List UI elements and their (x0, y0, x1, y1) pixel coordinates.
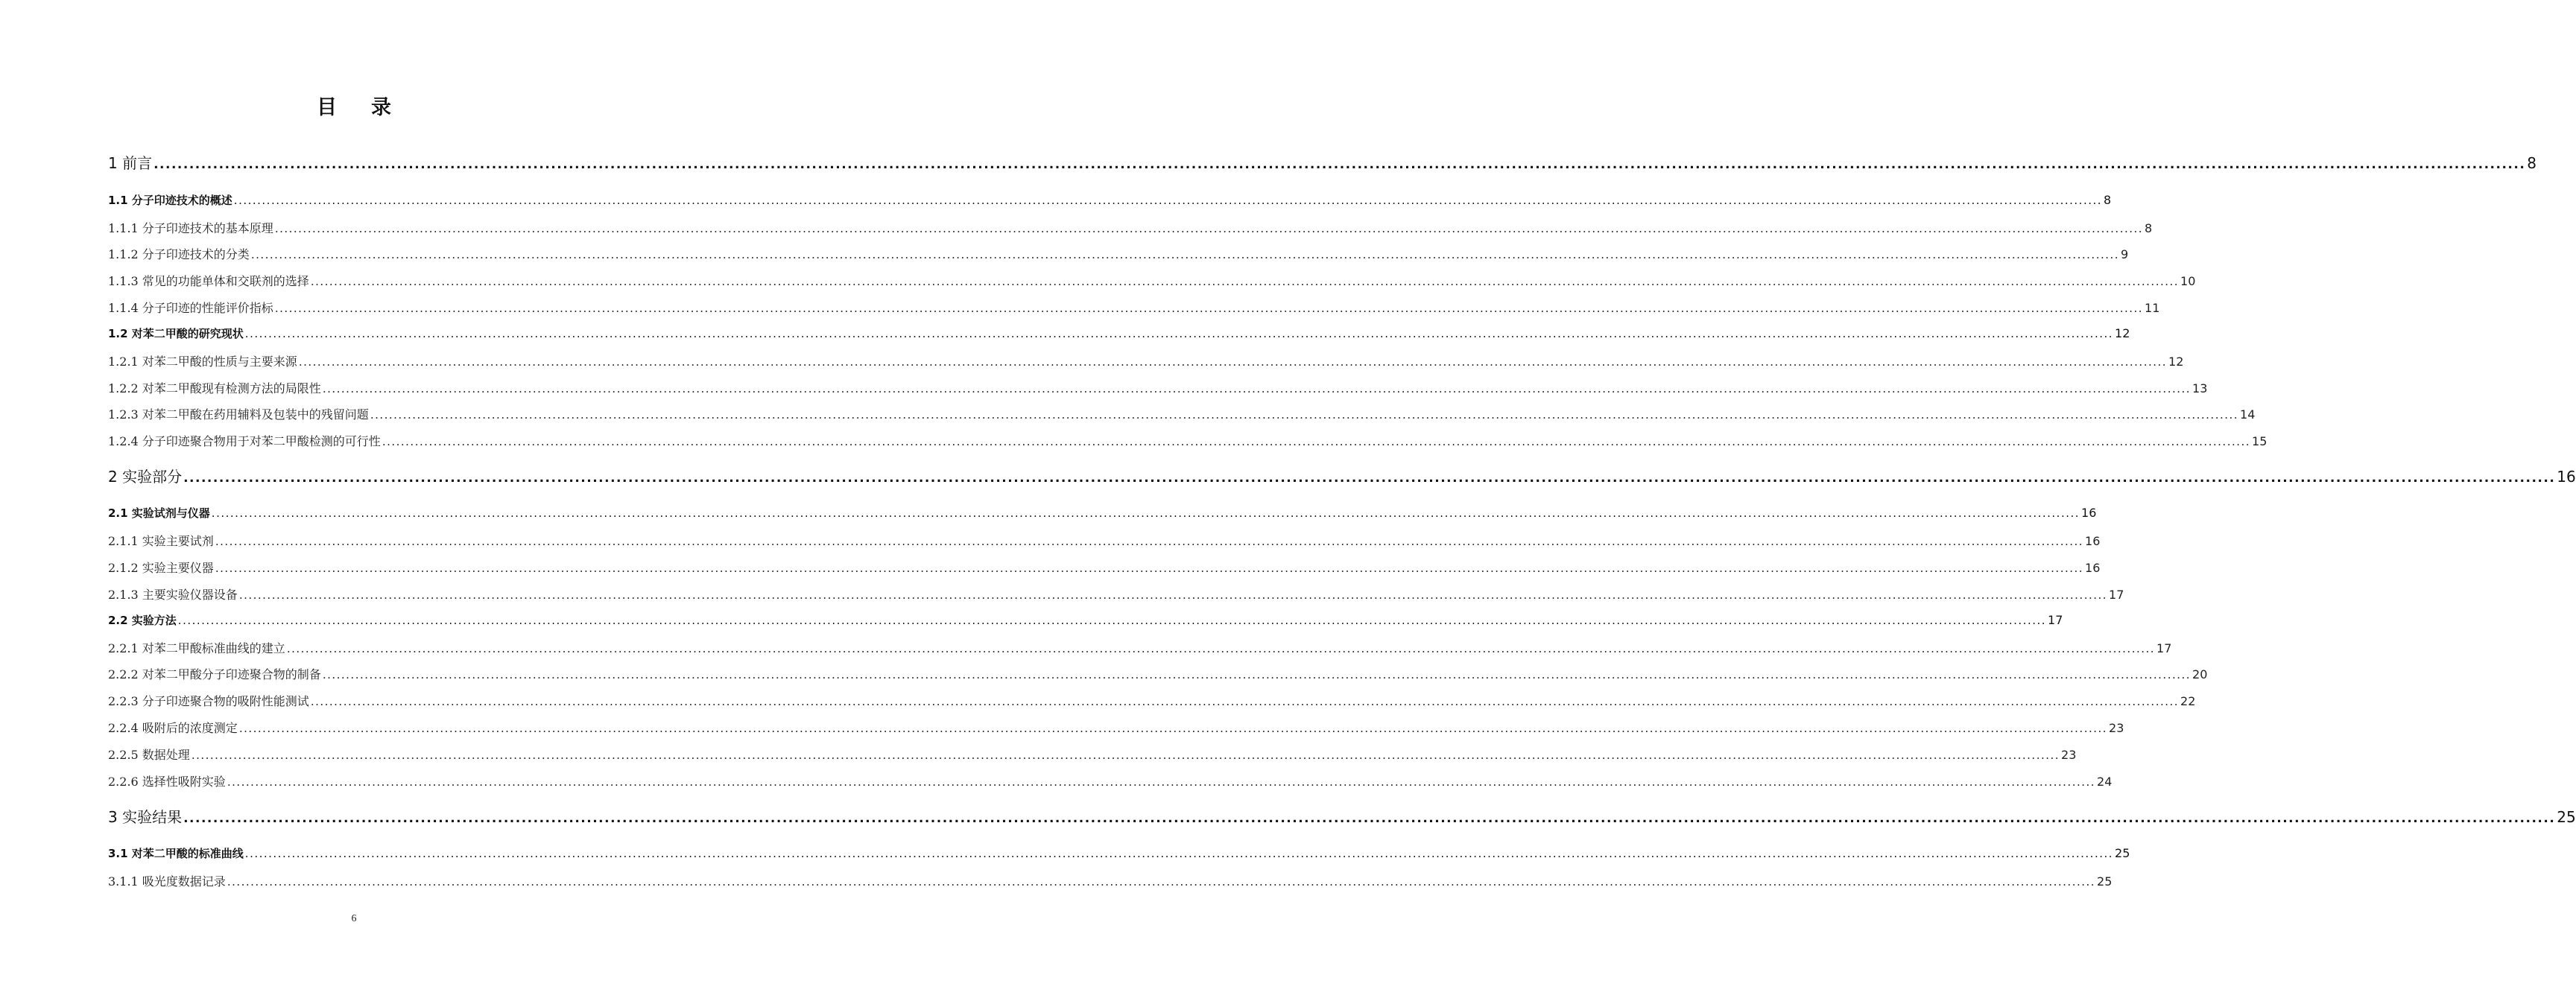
toc-leader-dots: ................................................................................................................................................................................................................................................................................................................................................................................................................ (177, 614, 2047, 627)
toc-entry-label: 2.1.1 实验主要试剂 (108, 534, 214, 548)
toc-leader-dots: ................................................................................................................................................................................................................................................................................................................................................................................................................ (227, 875, 2096, 889)
toc-entry[interactable] (108, 585, 2124, 603)
toc-entry[interactable] (108, 151, 2537, 173)
toc-entry-page: 14 (2240, 407, 2256, 422)
toc-entry-page: 8 (2527, 154, 2537, 172)
toc-leader-dots: ................................................................................................................................................................................................................................................................................................................................................................................................................ (244, 847, 2114, 860)
toc-entry-page: 12 (2168, 355, 2184, 369)
toc-leader-dots: ................................................................................................................................................................................................................................................................................................................................................................................................................ (370, 408, 2239, 422)
toc-entry[interactable] (108, 379, 2208, 396)
toc-entry-page: 23 (2109, 721, 2124, 735)
toc-entry-label: 2.1.2 实验主要仪器 (108, 561, 214, 575)
toc-entry[interactable] (108, 299, 2160, 316)
toc-entry-label: 1.1.2 分子印迹技术的分类 (108, 247, 250, 261)
toc-entry[interactable] (108, 872, 2113, 889)
toc-entry[interactable] (108, 219, 2153, 236)
toc-leader-dots: ................................................................................................................................................................................................................................................................................................................................................................................................................ (154, 157, 2526, 172)
toc-entry-page: 13 (2192, 381, 2208, 395)
toc-entry-page: 25 (2097, 874, 2113, 889)
toc-leader-dots: ................................................................................................................................................................................................................................................................................................................................................................................................................ (310, 275, 2180, 288)
toc-entry-page: 16 (2081, 506, 2097, 520)
toc-entry-label: 2.2.5 数据处理 (108, 748, 190, 762)
toc-leader-dots: ................................................................................................................................................................................................................................................................................................................................................................................................................ (227, 775, 2096, 789)
toc-entry[interactable] (108, 532, 2101, 549)
toc-entry-page: 24 (2097, 775, 2113, 789)
toc-leader-dots: ................................................................................................................................................................................................................................................................................................................................................................................................................ (322, 382, 2192, 395)
toc-entry-label: 2.2.3 分子印迹聚合物的吸附性能测试 (108, 694, 309, 708)
toc-entry-label: 2.2 实验方法 (108, 614, 177, 627)
toc-entry[interactable] (108, 559, 2101, 576)
toc-entry[interactable] (108, 352, 2184, 369)
toc-entry-page: 10 (2180, 274, 2196, 288)
toc-leader-dots: ................................................................................................................................................................................................................................................................................................................................................................................................................ (322, 668, 2192, 681)
toc-entry[interactable] (108, 665, 2208, 682)
toc-leader-dots: ................................................................................................................................................................................................................................................................................................................................................................................................................ (211, 506, 2080, 520)
toc-entry-label: 2.2.6 选择性吸附实验 (108, 775, 226, 789)
toc-entry[interactable] (108, 272, 2196, 289)
toc-leader-dots: ................................................................................................................................................................................................................................................................................................................................................................................................................ (191, 749, 2060, 762)
toc-entry-label: 1 前言 (108, 154, 153, 172)
toc-entry[interactable] (108, 192, 2112, 208)
toc-entry-label: 2.1 实验试剂与仪器 (108, 506, 210, 520)
toc-entry-page: 15 (2252, 434, 2268, 448)
toc-entry[interactable] (108, 612, 2063, 628)
toc-entry[interactable] (108, 465, 2576, 486)
toc-entry[interactable] (108, 505, 2097, 521)
toc-entry-page: 16 (2557, 468, 2576, 486)
toc-entry-page: 17 (2109, 588, 2124, 602)
toc-entry-label: 1.2.2 对苯二甲酸现有检测方法的局限性 (108, 381, 321, 395)
toc-entry-page: 12 (2115, 326, 2130, 340)
toc-leader-dots: ................................................................................................................................................................................................................................................................................................................................................................................................................ (238, 588, 2108, 602)
toc-entry-page: 11 (2145, 301, 2160, 315)
toc-entry-page: 9 (2121, 247, 2129, 261)
page-number: 6 (351, 913, 357, 924)
toc-leader-dots: ................................................................................................................................................................................................................................................................................................................................................................................................................ (233, 194, 2103, 207)
toc-entry-label: 1.1 分子印迹技术的概述 (108, 194, 232, 207)
toc-entry-page: 16 (2085, 561, 2101, 575)
toc-entry-page: 16 (2085, 534, 2101, 548)
toc-entry-label: 1.1.1 分子印迹技术的基本原理 (108, 221, 273, 235)
toc-entry-page: 25 (2115, 846, 2130, 860)
toc-entry-page: 8 (2104, 193, 2112, 207)
toc-entry-page: 20 (2192, 667, 2208, 681)
toc-entry-label: 2.2.4 吸附后的浓度测定 (108, 721, 238, 735)
toc-entry-page: 8 (2145, 221, 2153, 235)
toc-entry-label: 1.2.3 对苯二甲酸在药用辅料及包装中的残留问题 (108, 407, 369, 422)
toc-entry-page: 25 (2557, 808, 2576, 826)
toc-entry-page: 23 (2061, 748, 2077, 762)
toc-entry-label: 1.1.3 常见的功能单体和交联剂的选择 (108, 274, 309, 288)
toc-entry[interactable] (108, 719, 2124, 736)
toc-entry-label: 3 实验结果 (108, 808, 183, 826)
toc-entry-label: 3.1.1 吸光度数据记录 (108, 874, 226, 889)
toc-leader-dots: ................................................................................................................................................................................................................................................................................................................................................................................................................ (250, 248, 2120, 261)
toc-leader-dots: ................................................................................................................................................................................................................................................................................................................................................................................................................ (183, 811, 2556, 826)
toc-leader-dots: ................................................................................................................................................................................................................................................................................................................................................................................................................ (310, 695, 2180, 708)
toc-leader-dots: ................................................................................................................................................................................................................................................................................................................................................................................................................ (274, 222, 2144, 235)
toc-leader-dots: ................................................................................................................................................................................................................................................................................................................................................................................................................ (238, 722, 2108, 735)
toc-entry-label: 2.2.1 对苯二甲酸标准曲线的建立 (108, 641, 285, 655)
toc-entry-page: 17 (2156, 641, 2172, 655)
page-title: 目录 (317, 96, 425, 119)
toc-leader-dots: ................................................................................................................................................................................................................................................................................................................................................................................................................ (298, 355, 2168, 369)
toc-entry[interactable] (108, 325, 2130, 341)
toc-entry-page: 22 (2180, 694, 2196, 708)
toc-entry-label: 2.1.3 主要实验仪器设备 (108, 588, 238, 602)
toc-entry-label: 1.1.4 分子印迹的性能评价指标 (108, 301, 273, 315)
toc-leader-dots: ................................................................................................................................................................................................................................................................................................................................................................................................................ (215, 562, 2084, 575)
toc-leader-dots: ................................................................................................................................................................................................................................................................................................................................................................................................................ (215, 535, 2084, 548)
toc-entry[interactable] (108, 405, 2256, 422)
toc-leader-dots: ................................................................................................................................................................................................................................................................................................................................................................................................................ (274, 302, 2144, 315)
toc-entry[interactable] (108, 772, 2113, 789)
toc-entry-page: 17 (2048, 613, 2063, 627)
toc-entry-label: 1.2.1 对苯二甲酸的性质与主要来源 (108, 355, 297, 369)
toc-entry[interactable] (108, 845, 2130, 861)
toc-entry-label: 1.2.4 分子印迹聚合物用于对苯二甲酸检测的可行性 (108, 434, 381, 448)
toc-entry-label: 1.2 对苯二甲酸的研究现状 (108, 327, 244, 340)
toc-entry-label: 2.2.2 对苯二甲酸分子印迹聚合物的制备 (108, 667, 321, 681)
toc-entry[interactable] (108, 746, 2077, 763)
toc-entry[interactable] (108, 692, 2196, 709)
toc-entry[interactable] (108, 245, 2129, 262)
toc-entry[interactable] (108, 639, 2172, 656)
toc-entry[interactable] (108, 805, 2576, 827)
toc-leader-dots: ................................................................................................................................................................................................................................................................................................................................................................................................................ (286, 642, 2156, 655)
toc-leader-dots: ................................................................................................................................................................................................................................................................................................................................................................................................................ (183, 471, 2556, 486)
toc-entry-label: 2 实验部分 (108, 468, 183, 486)
toc-leader-dots: ................................................................................................................................................................................................................................................................................................................................................................................................................ (244, 327, 2114, 340)
toc-leader-dots: ................................................................................................................................................................................................................................................................................................................................................................................................................ (382, 435, 2251, 448)
toc-entry[interactable] (108, 432, 2268, 449)
toc-entry-label: 3.1 对苯二甲酸的标准曲线 (108, 847, 244, 860)
